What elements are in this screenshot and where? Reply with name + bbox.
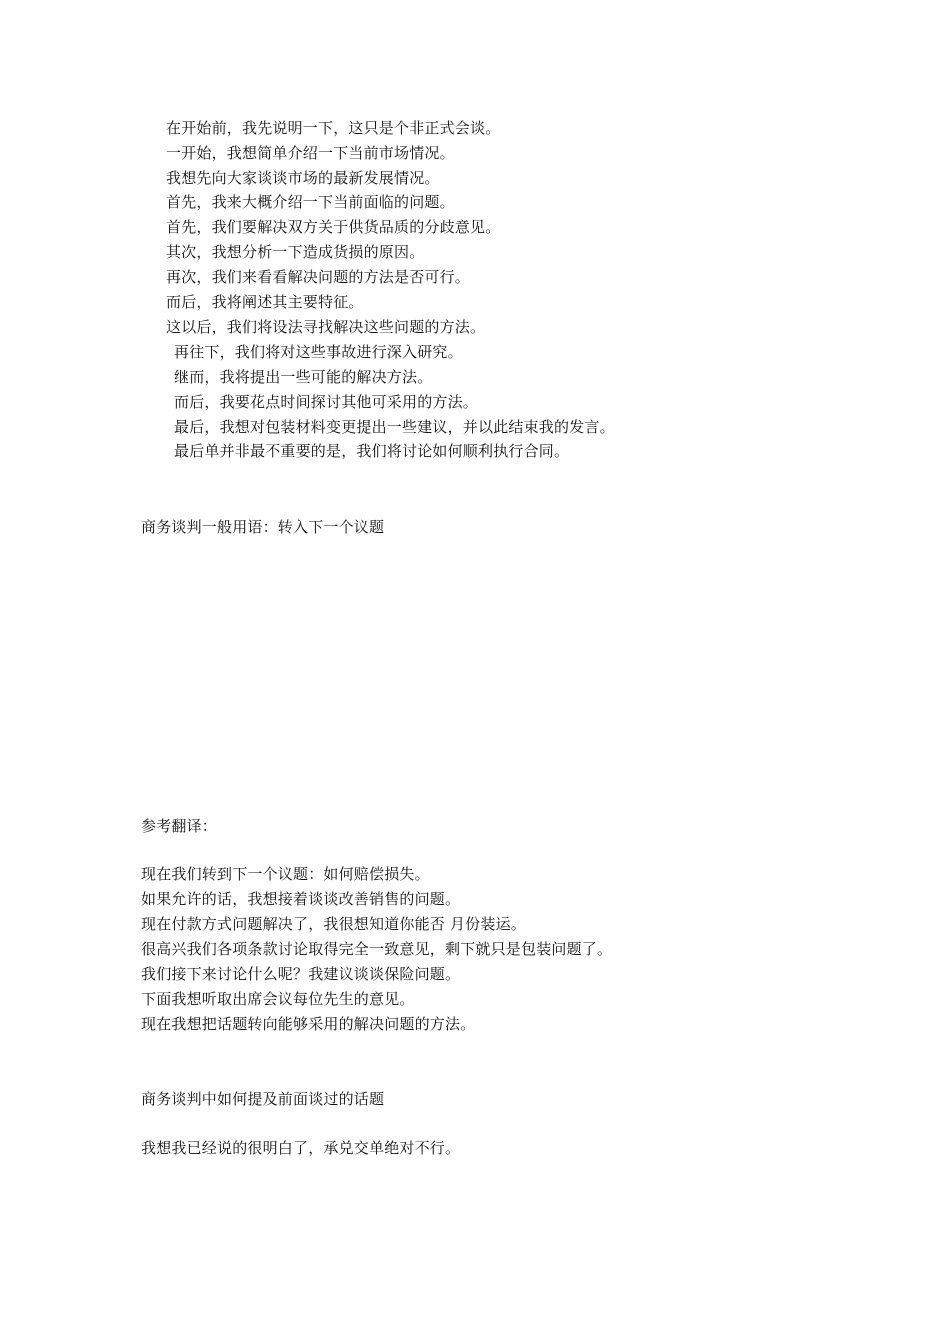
transition-line: 我们接下来讨论什么呢？我建议谈谈保险问题。	[141, 965, 461, 983]
transition-line: 如果允许的话，我想接着谈谈改善销售的问题。	[141, 890, 461, 908]
intro-line: 最后，我想对包装材料变更提出一些建议，并以此结束我的发言。	[174, 418, 615, 436]
previous-line: 我想我已经说的很明白了，承兑交单绝对不行。	[141, 1139, 461, 1157]
intro-line: 而后，我将阐述其主要特征。	[166, 293, 364, 311]
intro-line: 这以后，我们将设法寻找解决这些问题的方法。	[166, 318, 486, 336]
intro-line: 最后单并非最不重要的是，我们将讨论如何顺利执行合同。	[174, 442, 570, 460]
intro-line: 继而，我将提出一些可能的解决方法。	[174, 368, 433, 386]
transition-line: 下面我想听取出席会议每位先生的意见。	[141, 990, 415, 1008]
intro-line: 首先，我们要解决双方关于供货品质的分歧意见。	[166, 218, 501, 236]
reference-label: 参考翻译：	[141, 817, 218, 835]
intro-line: 我想先向大家谈谈市场的最新发展情况。	[166, 169, 440, 187]
transition-line: 很高兴我们各项条款讨论取得完全一致意见，剩下就只是包装问题了。	[141, 940, 613, 958]
intro-line: 再次，我们来看看解决问题的方法是否可行。	[166, 268, 471, 286]
section-heading: 商务谈判中如何提及前面谈过的话题	[141, 1090, 385, 1108]
intro-line: 而后，我要花点时间探讨其他可采用的方法。	[174, 393, 479, 411]
transition-line: 现在付款方式问题解决了，我很想知道你能否 月份装运。	[141, 915, 526, 933]
transition-line: 现在我们转到下一个议题：如何赔偿损失。	[141, 865, 430, 883]
section-heading: 商务谈判一般用语：转入下一个议题	[141, 518, 385, 536]
intro-line: 在开始前，我先说明一下，这只是个非正式会谈。	[166, 119, 501, 137]
intro-line: 其次，我想分析一下造成货损的原因。	[166, 243, 425, 261]
intro-line: 再往下，我们将对这些事故进行深入研究。	[174, 343, 463, 361]
intro-line: 一开始，我想简单介绍一下当前市场情况。	[166, 144, 455, 162]
transition-line: 现在我想把话题转向能够采用的解决问题的方法。	[141, 1015, 476, 1033]
intro-line: 首先，我来大概介绍一下当前面临的问题。	[166, 193, 455, 211]
